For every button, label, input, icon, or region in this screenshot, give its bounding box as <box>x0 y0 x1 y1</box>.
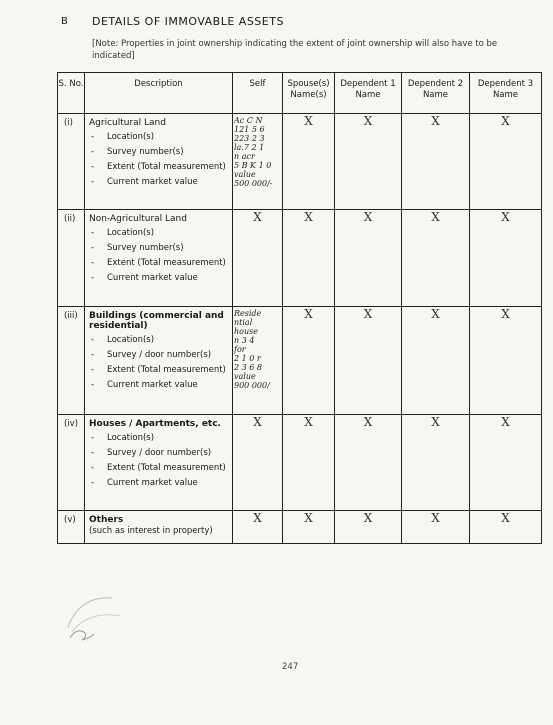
dependent-2-cell: X <box>402 114 470 210</box>
row-description <box>85 114 233 210</box>
spouse-cell: X <box>283 415 335 511</box>
spouse-cell: X <box>283 307 335 415</box>
row-description <box>85 210 233 307</box>
dependent-3-cell: X <box>470 307 542 415</box>
header-dependent-2: Dependent 2 Name <box>402 73 470 114</box>
row-number: (iv) <box>58 415 85 511</box>
list-item: - Survey number(s) <box>89 147 228 158</box>
table-row <box>58 307 542 415</box>
section-letter: B <box>61 16 68 27</box>
list-item: - Extent (Total measurement) <box>89 463 228 474</box>
header-description: Description <box>85 73 233 114</box>
row-number: (iii) <box>58 307 85 415</box>
list-item: - Current market value <box>89 478 228 489</box>
list-item: - Location(s) <box>89 433 228 444</box>
list-item: - Location(s) <box>89 335 228 346</box>
spouse-cell: X <box>283 114 335 210</box>
dependent-3-cell: X <box>470 415 542 511</box>
self-cell: X <box>233 415 283 511</box>
spouse-cell: X <box>283 511 335 544</box>
page-number: 247 <box>282 662 299 672</box>
row-number: (ii) <box>58 210 85 307</box>
category-sub-text: (such as interest in property) <box>89 526 213 536</box>
self-cell: X <box>233 511 283 544</box>
row-description <box>85 307 233 415</box>
sub-item-list <box>89 433 228 489</box>
dependent-1-cell: X <box>335 210 402 307</box>
row-number: (i) <box>58 114 85 210</box>
header-spouse: Spouse(s) Name(s) <box>283 73 335 114</box>
handwritten-entry: Ac C N 121 5 6 223 2 3 la.7 2 1 n acr 5 B K 1 0 value 500 000/- <box>234 116 273 188</box>
category-label: Non-Agricultural Land <box>89 214 187 224</box>
category-label: Buildings (commercial and residential) <box>89 311 224 331</box>
self-cell <box>233 307 283 415</box>
immovable-assets-table <box>57 72 542 544</box>
dependent-3-cell: X <box>470 210 542 307</box>
spouse-cell: X <box>283 210 335 307</box>
category-label: Agricultural Land <box>89 118 166 128</box>
section-note: [Note: Properties in joint ownership indicating the extent of joint ownership will also have to be indicated] <box>92 39 498 61</box>
dependent-3-cell: X <box>470 114 542 210</box>
self-cell: X <box>233 210 283 307</box>
list-item: - Extent (Total measurement) <box>89 162 228 173</box>
list-item: - Location(s) <box>89 228 228 239</box>
table-row <box>58 511 542 544</box>
list-item: - Extent (Total measurement) <box>89 258 228 269</box>
handwritten-entry: Reside ntial house n 3 4 for 2 1 0 r 2 3 6 8 value 900 000/ <box>234 309 270 390</box>
dependent-1-cell: X <box>335 114 402 210</box>
category-label: Others <box>89 515 124 525</box>
row-description <box>85 415 233 511</box>
table-row <box>58 415 542 511</box>
header-sno: S. No. <box>58 73 85 114</box>
header-self: Self <box>233 73 283 114</box>
header-dependent-1: Dependent 1 Name <box>335 73 402 114</box>
list-item: - Extent (Total measurement) <box>89 365 228 376</box>
sub-item-list <box>89 132 228 188</box>
dependent-1-cell: X <box>335 415 402 511</box>
dependent-1-cell: X <box>335 307 402 415</box>
table-header-row <box>58 73 542 114</box>
dependent-2-cell: X <box>402 307 470 415</box>
list-item: - Survey number(s) <box>89 243 228 254</box>
dependent-1-cell: X <box>335 511 402 544</box>
header-dependent-3: Dependent 3 Name <box>470 73 542 114</box>
dependent-2-cell: X <box>402 210 470 307</box>
category-label: Houses / Apartments, etc. <box>89 419 221 429</box>
faint-stamp-signature <box>60 588 130 648</box>
dependent-2-cell: X <box>402 415 470 511</box>
sub-item-list <box>89 335 228 391</box>
dependent-3-cell: X <box>470 511 542 544</box>
list-item: - Current market value <box>89 380 228 391</box>
list-item: - Survey / door number(s) <box>89 448 228 459</box>
list-item: - Location(s) <box>89 132 228 143</box>
section-title: DETAILS OF IMMOVABLE ASSETS <box>92 15 284 28</box>
list-item: - Current market value <box>89 273 228 284</box>
list-item: - Survey / door number(s) <box>89 350 228 361</box>
table-row <box>58 114 542 210</box>
row-number: (v) <box>58 511 85 544</box>
sub-item-list <box>89 228 228 284</box>
dependent-2-cell: X <box>402 511 470 544</box>
list-item: - Current market value <box>89 177 228 188</box>
self-cell <box>233 114 283 210</box>
table-row <box>58 210 542 307</box>
row-description <box>85 511 233 544</box>
